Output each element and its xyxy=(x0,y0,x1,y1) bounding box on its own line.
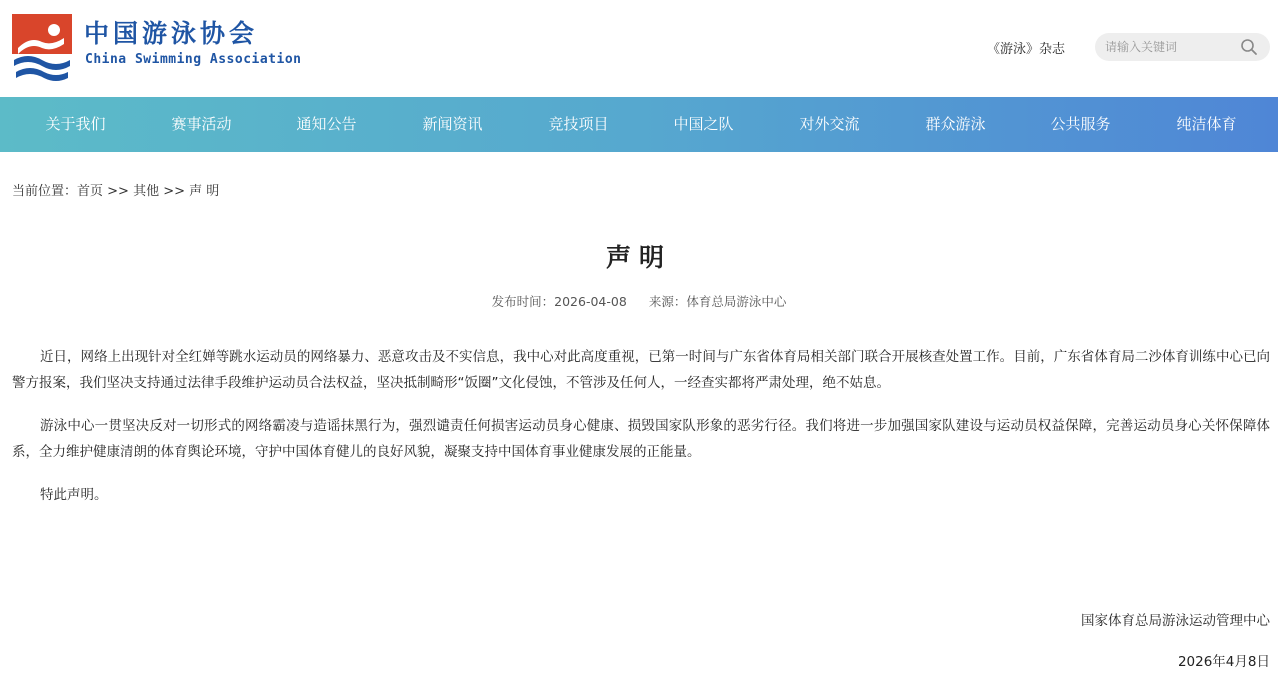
article-paragraph: 近日，网络上出现针对全红婵等跳水运动员的网络暴力、恶意攻击及不实信息，我中心对此高度重视，已第一时间与广东省体育局相关部门联合开展核查处置工作。目前，广东省体育局二沙体育训练中心已向警方报案，我们坚决支持通过法律手段维护运动员合法权益，坚决抵制畸形“饭圈”文化侵蚀，不管涉及任何人，一经查实都将严肃处理，绝不姑息。 xyxy=(12,349,1270,391)
nav-item-mass-swimming[interactable]: 群众游泳 xyxy=(925,115,986,133)
breadcrumb-category[interactable]: 其他 xyxy=(133,184,160,199)
nav-item-news[interactable]: 新闻资讯 xyxy=(422,115,483,133)
breadcrumb xyxy=(12,180,219,199)
breadcrumb-separator: >> xyxy=(103,184,134,199)
article-body xyxy=(12,344,1270,525)
nav-item-public-service[interactable]: 公共服务 xyxy=(1050,115,1111,133)
breadcrumb-prefix: 当前位置： xyxy=(12,184,78,199)
breadcrumb-home[interactable]: 首页 xyxy=(77,184,104,199)
nav-item-clean-sport[interactable]: 纯洁体育 xyxy=(1176,115,1237,133)
nav-item-about[interactable]: 关于我们 xyxy=(45,115,106,133)
nav-item-international[interactable]: 对外交流 xyxy=(799,115,860,133)
nav-item-notices[interactable]: 通知公告 xyxy=(296,115,357,133)
nav-item-china-team[interactable]: 中国之队 xyxy=(673,115,734,133)
logo-english-name: China Swimming Association xyxy=(85,52,302,67)
site-logo[interactable] xyxy=(12,14,302,84)
article-source: 来源：体育总局游泳中心 xyxy=(648,294,787,309)
article-signature: 国家体育总局游泳运动管理中心 xyxy=(1081,613,1270,629)
magazine-link[interactable]: 《游泳》杂志 xyxy=(987,42,1066,57)
publish-time: 发布时间：2026-04-08 xyxy=(491,294,627,309)
nav-item-competitive-events[interactable]: 竞技项目 xyxy=(548,115,609,133)
search-input[interactable] xyxy=(1105,33,1233,61)
breadcrumb-separator: >> xyxy=(159,184,190,199)
article-title: 声明 xyxy=(605,243,672,272)
article-paragraph: 游泳中心一贯坚决反对一切形式的网络霸凌与造谣抹黑行为，强烈谴责任何损害运动员身心健康、损毁国家队形象的恶劣行径。我们将进一步加强国家队建设与运动员权益保障，完善运动员身心关怀保障体系，全力维护健康清朗的体育舆论环境，守护中国体育健儿的良好风貌，凝聚支持中国体育事业健康发展的正能量。 xyxy=(12,418,1270,460)
search-icon[interactable] xyxy=(1240,38,1258,56)
logo-chinese-name: 中国游泳协会 xyxy=(84,19,259,48)
article-meta xyxy=(0,292,1278,310)
search-box xyxy=(1095,33,1270,61)
breadcrumb-current: 声 明 xyxy=(189,184,220,199)
nav-item-events[interactable]: 赛事活动 xyxy=(171,115,232,133)
article-date: 2026年4月8日 xyxy=(1177,654,1270,670)
swimmer-logo-icon xyxy=(12,14,72,82)
article-paragraph: 特此声明。 xyxy=(40,487,108,503)
main-nav xyxy=(0,97,1278,152)
site-header xyxy=(0,0,1278,97)
